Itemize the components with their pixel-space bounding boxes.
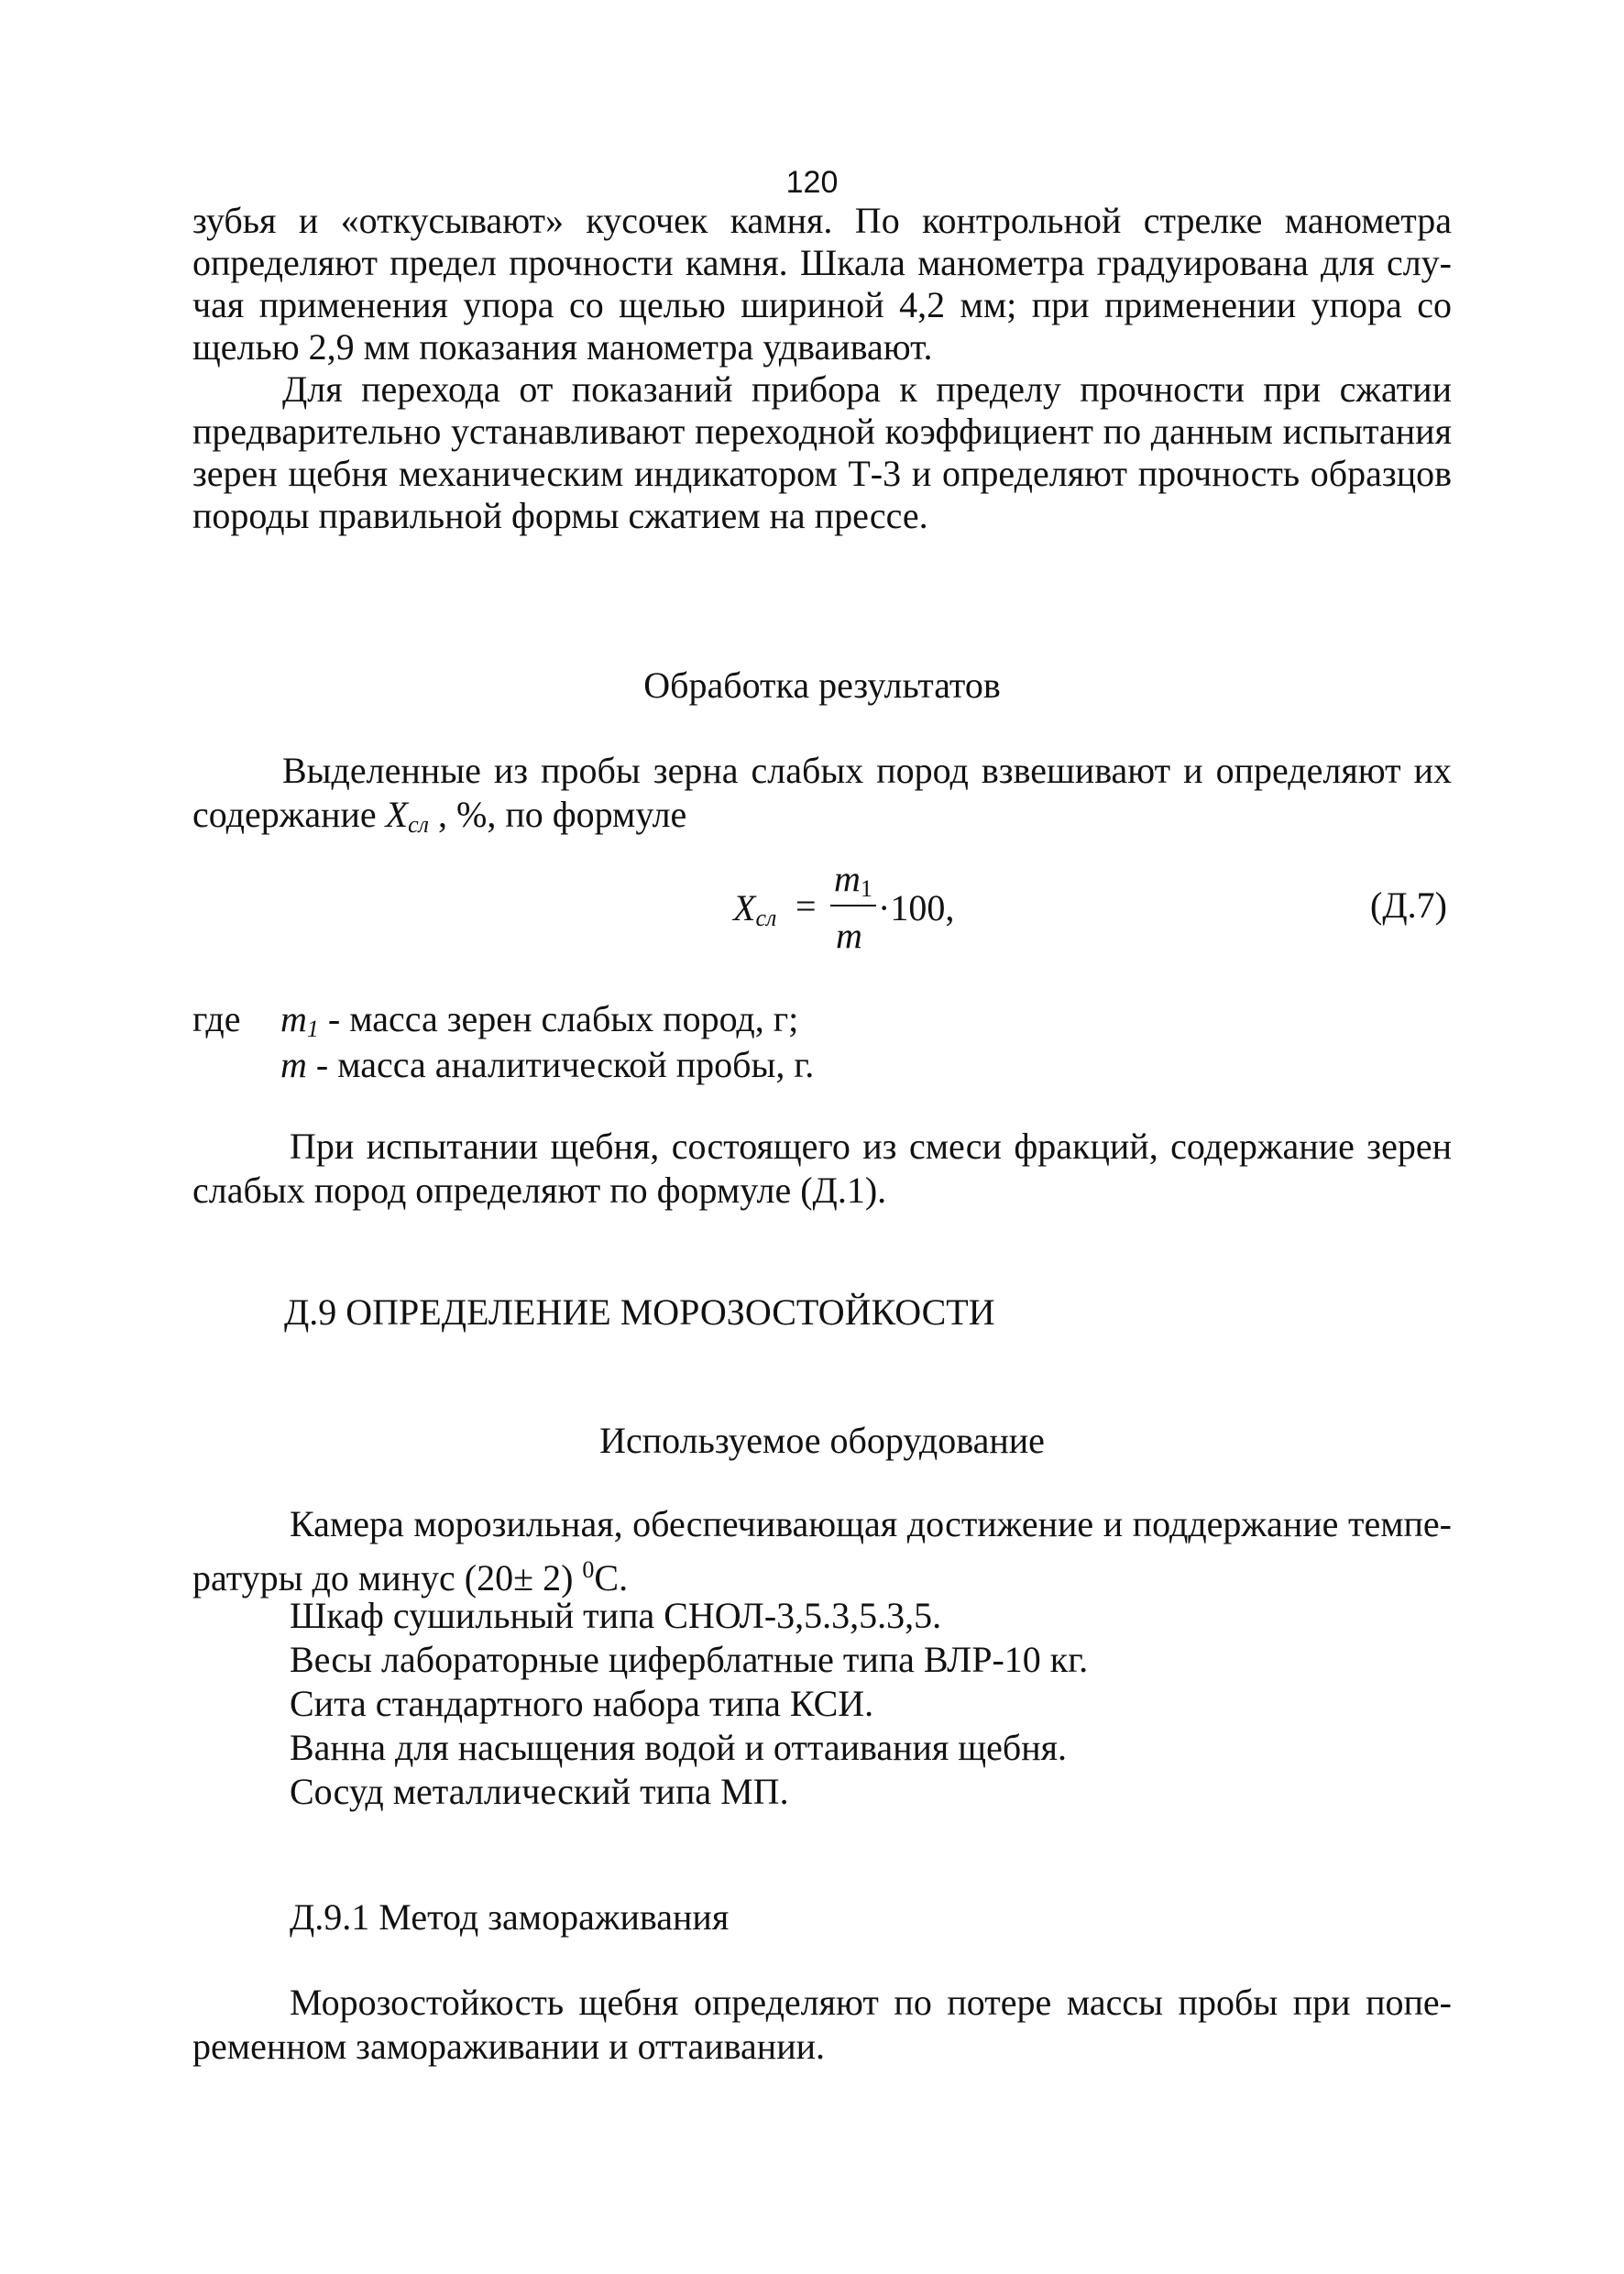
where-item-2: m - масса аналитической пробы, г. — [280, 1044, 815, 1085]
intro-line-3: чая применения упора со щелью шириной 4,2 мм; при применении упора со — [192, 284, 1452, 325]
method-line-1: Морозостойкость щебня определяют по потере массы пробы при попе- — [290, 1982, 1452, 2023]
equipment-item: Ванна для насыщения водой и оттаивания щебня. — [290, 1727, 1068, 1768]
transition-line-2: предварительно устанавливают переходной коэффициент по данным испытания — [192, 411, 1452, 452]
subsection-heading: Д.9.1 Метод замораживания — [290, 1896, 730, 1938]
equipment-item: Сита стандартного набора типа КСИ. — [290, 1683, 874, 1724]
method-line-2: ременном замораживании и оттаивании. — [192, 2026, 825, 2067]
section-heading: Д.9 ОПРЕДЕЛЕНИЕ МОРОЗОСТОЙКОСТИ — [284, 1291, 995, 1333]
intro-line-4: щелью 2,9 мм показания манометра удваивают. — [192, 326, 933, 368]
formula-label: (Д.7) — [1370, 884, 1447, 926]
where-word: где — [192, 998, 241, 1039]
equipment-item: Сосуд металлический типа МП. — [290, 1771, 789, 1812]
mixture-line-2: слабых пород определяют по формуле (Д.1). — [192, 1170, 887, 1211]
equipment-line-2: ратуры до минус (20± 2) $^0$С. — [192, 1556, 629, 1598]
fraction-bar — [830, 905, 876, 906]
where-item-1: $m_1$ - масса зерен слабых пород, г; — [280, 998, 799, 1042]
intro-line-1: зубья и «откусывают» кусочек камня. По контрольной стрелке манометра — [192, 200, 1452, 241]
results-line-1: Выделенные из пробы зерна слабых пород взвешивают и определяют их — [282, 750, 1452, 791]
equipment-heading: Используемое оборудование — [599, 1420, 1045, 1461]
equipment-item: Шкаф сушильный типа СНОЛ-3,5.3,5.3,5. — [290, 1595, 942, 1636]
transition-line-1: Для перехода от показаний прибора к пределу прочности при сжатии — [282, 368, 1452, 410]
page-number: 120 — [785, 165, 839, 200]
results-heading: Обработка результатов — [643, 665, 1001, 706]
mixture-line-1: При испытании щебня, состоящего из смеси фракций, содержание зерен — [290, 1126, 1452, 1167]
transition-line-4: породы правильной формы сжатием на прессе. — [192, 495, 928, 536]
intro-line-2: определяют предел прочности камня. Шкала манометра градуирована для слу- — [192, 242, 1452, 283]
results-line-2: содержание $X_{сл}$ , %, по формуле — [192, 794, 687, 838]
equipment-line-1: Камера морозильная, обеспечивающая достижение и поддержание темпе- — [290, 1503, 1452, 1544]
equipment-item: Весы лабораторные циферблатные типа ВЛР-10 кг. — [290, 1639, 1089, 1680]
transition-line-3: зерен щебня механическим индикатором Т-3 и определяют прочность образцов — [192, 453, 1452, 494]
formula-d7: $X_{сл}$ = $m_1$ m ·100, — [733, 858, 955, 956]
